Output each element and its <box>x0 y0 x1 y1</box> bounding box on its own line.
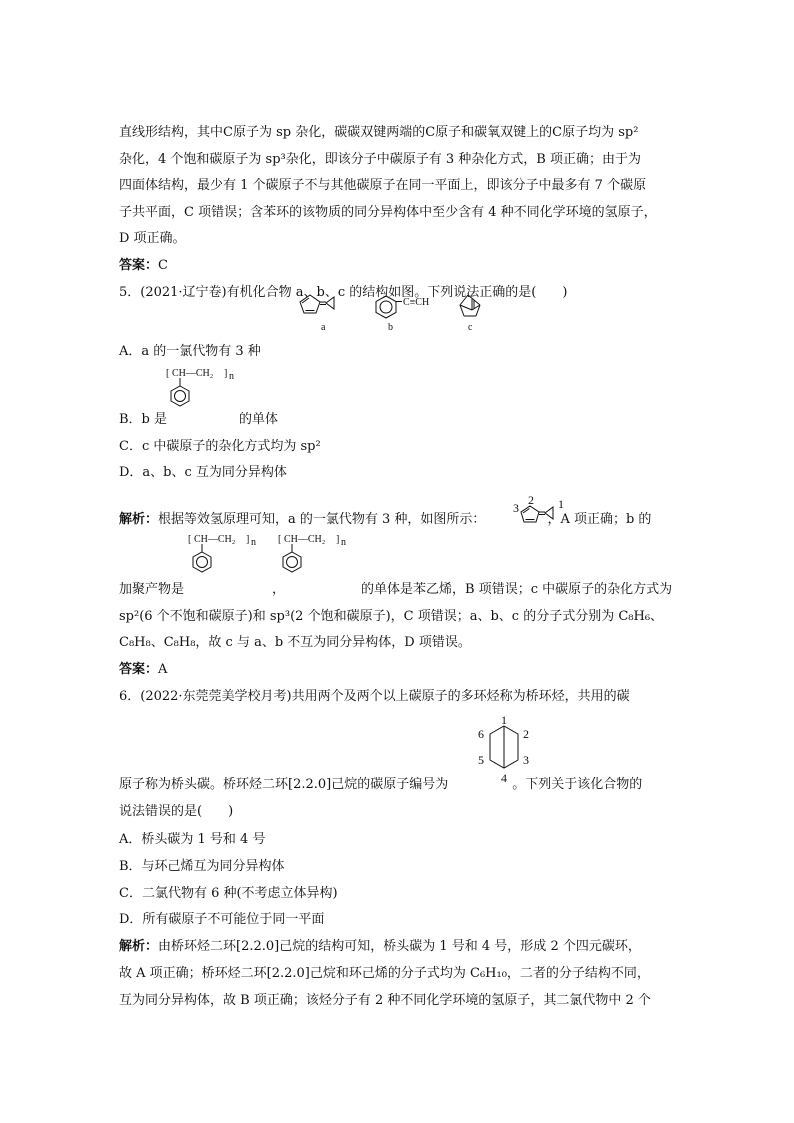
poly-n: n <box>229 371 234 382</box>
option-c: C．二氯代物有 6 种(不考虑立体异构) <box>119 886 338 901</box>
analysis-text: ， <box>272 582 286 597</box>
benzene-ring <box>171 378 189 406</box>
molecule-a <box>300 295 334 313</box>
structures-abc-figure <box>296 292 506 336</box>
position-2: 2 <box>528 494 534 507</box>
analysis-text: 的单体是苯乙烯，B 项错误；c 中碳原子的杂化方式为 <box>361 582 673 597</box>
analysis-line: C₈H₈、C₈H₈，故 c 与 a、b 不互为同分异构体，D 项错误。 <box>119 635 471 650</box>
analysis-text: ，A 项正确；b 的 <box>547 512 652 527</box>
analysis-text: 根据等效氢原理可知，a 的一氯代物有 3 种，如图所示： <box>158 512 486 527</box>
label-c: c <box>468 322 473 333</box>
numbered-molecule-a-figure <box>510 494 580 530</box>
carbon-1: 1 <box>501 714 507 727</box>
option-b-post: 的单体 <box>239 412 279 427</box>
option-d: D．所有碳原子不可能位于同一平面 <box>119 912 325 927</box>
poly-unit: CH—CH₂ <box>194 534 236 545</box>
question-stem <box>119 775 642 795</box>
analysis-line: sp²(6 个不饱和碳原子)和 sp³(2 个饱和碳原子)，C 项错误；a、b、c 的分子式分别为 C₈H₆、 <box>119 609 664 624</box>
option-a: A．桥头碳为 1 号和 4 号 <box>119 832 266 847</box>
question-text: 原子称为桥头碳。桥环烃二环[2.2.0]己烷的碳原子编号为 <box>119 777 449 792</box>
poly-bracket-left: [ <box>188 534 192 545</box>
answer-label: 答案： <box>119 258 159 273</box>
benzene-ring <box>193 544 211 572</box>
text-line: 子共平面，C 项错误；含苯环的该物质的同分异构体中至少含有 4 种不同化学环境的氢原子， <box>119 205 657 220</box>
poly-bracket-right: ] <box>246 534 250 545</box>
question-stem: 5．(2021·辽宁卷)有机化合物 a、b、c 的结构如图。下列说法正确的是( ) <box>119 285 568 300</box>
question-stem: 6．(2022·东莞莞美学校月考)共用两个及两个以上碳原子的多环烃称为桥环烃，共用的碳 <box>119 689 630 704</box>
poly-unit: CH—CH₂ <box>284 534 326 545</box>
position-1: 1 <box>558 497 564 511</box>
text-line: 四面体结构，最少有 1 个碳原子不与其他碳原子在同一平面上，即该分子中最多有 7 个碳原 <box>119 178 647 193</box>
option-d: D．a、b、c 互为同分异构体 <box>119 465 287 480</box>
answer-value: A <box>158 662 168 677</box>
option-b <box>119 410 278 430</box>
carbon-6: 6 <box>478 727 484 741</box>
poly-n: n <box>341 537 346 548</box>
poly-unit: CH—CH₂ <box>172 368 214 379</box>
carbon-4: 4 <box>501 771 507 785</box>
poly-bracket-left: [ <box>166 368 170 379</box>
analysis-label: 解析： <box>119 512 159 527</box>
analysis-line: 故 A 项正确；桥环烃二环[2.2.0]己烷和环己烯的分子式均为 C₆H₁₀，二者的分子结构不同， <box>119 966 650 981</box>
label-b: b <box>388 322 393 333</box>
question-stem: 说法错误的是( ) <box>119 804 234 819</box>
answer-value: C <box>158 258 168 273</box>
answer-label: 答案： <box>119 662 159 677</box>
option-b: B．与环己烯互为同分异构体 <box>119 859 285 874</box>
text-line: 杂化，4 个饱和碳原子为 sp³杂化，即该分子中碳原子有 3 种杂化方式，B 项正确；由于为 <box>119 152 641 167</box>
analysis-label: 解析： <box>119 939 159 954</box>
label-b-group: C≡CH <box>403 297 430 308</box>
analysis-line <box>119 580 672 600</box>
analysis-text: 由桥环烃二环[2.2.0]己烷的结构可知，桥头碳为 1 号和 4 号，形成 2 个四元碳环， <box>158 939 641 954</box>
molecule-c <box>460 295 480 316</box>
carbon-3: 3 <box>523 753 529 767</box>
option-c: C．c 中碳原子的杂化方式均为 sp² <box>119 439 321 454</box>
answer-line <box>119 256 168 276</box>
question-text: 。下列关于该化合物的 <box>512 777 643 792</box>
label-a: a <box>321 322 326 333</box>
text-line: D 项正确。 <box>119 231 186 246</box>
benzene-ring <box>283 544 301 572</box>
analysis-line: 互为同分异构体，故 B 项正确；该烃分子有 2 种不同化学环境的氢原子，其二氯代物中 2 个 <box>119 993 651 1008</box>
position-3: 3 <box>513 501 519 515</box>
poly-bracket-right: ] <box>336 534 340 545</box>
molecule-b <box>376 296 402 318</box>
analysis-line <box>119 937 641 957</box>
poly-n: n <box>251 537 256 548</box>
poly-bracket-left: [ <box>278 534 282 545</box>
option-a: A．a 的一氯代物有 3 种 <box>119 344 261 359</box>
poly-bracket-right: ] <box>224 368 228 379</box>
analysis-text: 加聚产物是 <box>119 582 185 597</box>
carbon-5: 5 <box>478 753 484 767</box>
carbon-2: 2 <box>523 727 529 741</box>
text-line: 直线形结构，其中C原子为 sp 杂化，碳碳双键两端的C原子和碳氧双键上的C原子均为 sp² <box>119 125 639 140</box>
bicyclohexane-structure <box>490 726 518 768</box>
option-b-pre: B．b 是 <box>119 412 168 427</box>
answer-line <box>119 660 167 680</box>
